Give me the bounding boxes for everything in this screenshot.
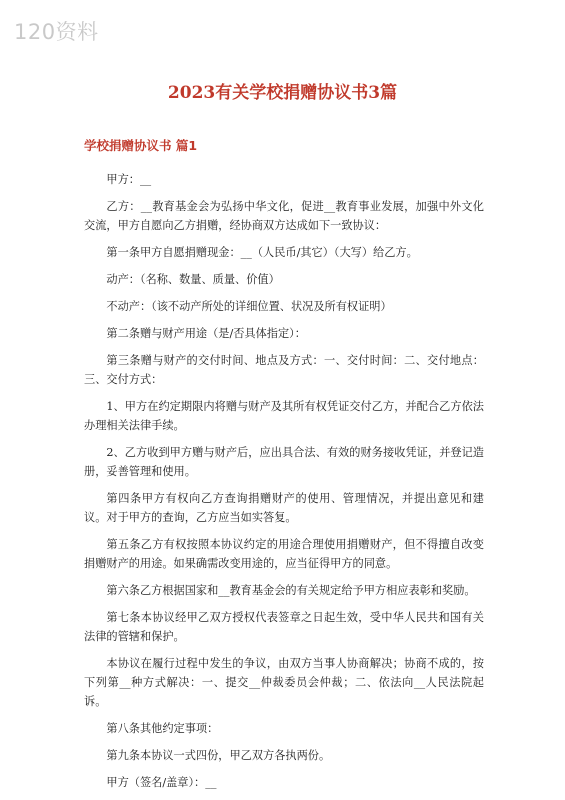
paragraph: 动产：（名称、数量、质量、价值） [106,273,280,286]
paragraph: 第三条赠与财产的交付时间、地点及方式：一、交付时间：二、交付地点：三、交付方式： [84,354,484,386]
watermark: 120资料 [14,20,99,44]
paragraph: 第一条甲方自愿捐赠现金：__（人民币/其它）（大写）给乙方。 [106,246,418,259]
document-body [84,170,484,800]
paragraph: 本协议在履行过程中发生的争议，由双方当事人协商解决；协商不成的，按下列第__种方式解决：一、提交__仲裁委员会仲裁；二、依法向__人民法院起诉。 [84,657,484,708]
paragraph: 不动产：（该不动产所处的详细位置、状况及所有权证明） [106,300,392,313]
paragraph: 第四条甲方有权向乙方查询捐赠财产的使用、管理情况，并提出意见和建议。对于甲方的查询，乙方应当如实答复。 [84,492,484,524]
paragraph: 甲方（签名/盖章）：__ [106,776,217,789]
document-title: 2023有关学校捐赠协议书3篇 [167,83,398,103]
paragraph: 第五条乙方有权按照本协议约定的用途合理使用捐赠财产，但不得擅自改变捐赠财产的用途。如果确需改变用途的，应当征得甲方的同意。 [84,538,484,570]
paragraph: 第二条赠与财产用途（是/否具体指定）： [106,327,306,340]
paragraph: 1、甲方在约定期限内将赠与财产及其所有权凭证交付乙方，并配合乙方依法办理相关法律手续。 [84,400,484,432]
paragraph: 甲方：__ [106,173,152,186]
paragraph: 乙方：__教育基金会为弘扬中华文化，促进__教育事业发展，加强中外文化交流，甲方自愿向乙方捐赠，经协商双方达成如下一致协议： [84,200,484,232]
paragraph: 第八条其他约定事项： [106,722,219,735]
paragraph: 第七条本协议经甲乙双方授权代表签章之日起生效，受中华人民共和国有关法律的管辖和保护。 [84,611,484,643]
section-heading: 学校捐赠协议书 篇1 [84,138,198,153]
paragraph: 2、乙方收到甲方赠与财产后，应出具合法、有效的财务接收凭证，并登记造册，妥善管理和使用。 [84,446,484,478]
paragraph: 第六条乙方根据国家和__教育基金会的有关规定给予甲方相应表彰和奖励。 [106,584,476,597]
paragraph: 第九条本协议一式四份，甲乙双方各执两份。 [106,749,331,762]
